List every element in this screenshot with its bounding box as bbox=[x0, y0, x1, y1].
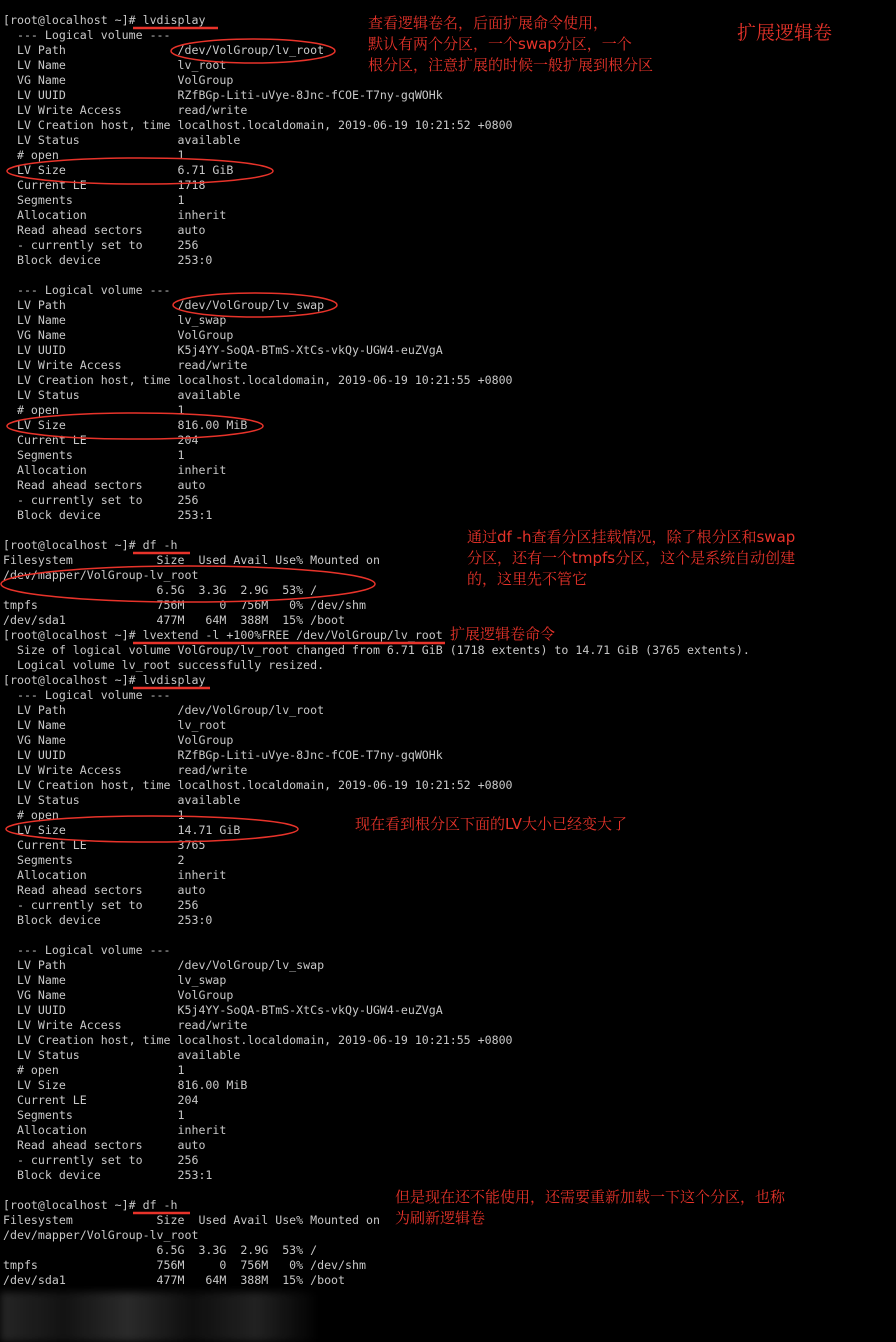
terminal-output-line: # open 1 bbox=[3, 403, 185, 417]
terminal-output-line: LV Size 6.71 GiB bbox=[3, 163, 234, 177]
terminal-output-line: LV Size 14.71 GiB bbox=[3, 823, 241, 837]
terminal-output-line: VG Name VolGroup bbox=[3, 733, 234, 747]
terminal-output-line: LV Path /dev/VolGroup/lv_root bbox=[3, 703, 325, 717]
terminal-output-line: Segments 1 bbox=[3, 1108, 185, 1122]
terminal-output-line: Segments 1 bbox=[3, 193, 185, 207]
terminal-output-line: Current LE 204 bbox=[3, 1093, 199, 1107]
terminal-output-line: Block device 253:1 bbox=[3, 1168, 213, 1182]
terminal-output-line: Filesystem Size Used Avail Use% Mounted on bbox=[3, 553, 380, 567]
terminal-output-line: Filesystem Size Used Avail Use% Mounted on bbox=[3, 1213, 380, 1227]
terminal-output-line: /dev/sda1 477M 64M 388M 15% /boot bbox=[3, 613, 346, 627]
terminal-output-line: LV Name lv_swap bbox=[3, 973, 227, 987]
terminal-output-line: Current LE 3765 bbox=[3, 838, 206, 852]
annotation-df-note: 通过df -h查看分区挂载情况，除了根分区和swap 分区，还有一个tmpfs分区，这个是系统自动创建 的，这里先不管它 bbox=[467, 528, 796, 588]
terminal-output-line: LV UUID RZfBGp-Liti-uVye-8Jnc-fCOE-T7ny-gqWOHk bbox=[3, 88, 443, 102]
terminal-output-line: - currently set to 256 bbox=[3, 238, 199, 252]
terminal-output-line: 6.5G 3.3G 2.9G 53% / bbox=[3, 583, 318, 597]
terminal-output-line: Segments 1 bbox=[3, 448, 185, 462]
terminal-output-line: LV Creation host, time localhost.localdomain, 2019-06-19 10:21:55 +0800 bbox=[3, 373, 513, 387]
terminal-output-line: VG Name VolGroup bbox=[3, 73, 234, 87]
terminal-output-line: LV Write Access read/write bbox=[3, 763, 248, 777]
terminal-output-line: LV Name lv_root bbox=[3, 58, 227, 72]
terminal-command-line: [root@localhost ~]# lvdisplay bbox=[3, 13, 206, 27]
terminal-output-line: LV Write Access read/write bbox=[3, 1018, 248, 1032]
terminal-output-line: Size of logical volume VolGroup/lv_root changed from 6.71 GiB (1718 extents) to 14.71 GiB (3765 extents). bbox=[3, 643, 750, 657]
terminal-output-line: /dev/sda1 477M 64M 388M 15% /boot bbox=[3, 1273, 346, 1287]
terminal-output-line: LV Name lv_root bbox=[3, 718, 227, 732]
terminal-output-line: LV Path /dev/VolGroup/lv_swap bbox=[3, 298, 325, 312]
terminal-output-line: Read ahead sectors auto bbox=[3, 1138, 206, 1152]
terminal-command-line: [root@localhost ~]# lvdisplay bbox=[3, 673, 206, 687]
terminal-output-line: - currently set to 256 bbox=[3, 1153, 199, 1167]
terminal-output-line: Current LE 1718 bbox=[3, 178, 206, 192]
terminal-output-line: Current LE 204 bbox=[3, 433, 199, 447]
annotation-size-changed-note: 现在看到根分区下面的LV大小已经变大了 bbox=[355, 815, 627, 833]
terminal-output-line: VG Name VolGroup bbox=[3, 328, 234, 342]
terminal-output-line: # open 1 bbox=[3, 148, 185, 162]
terminal-output-line: Segments 2 bbox=[3, 853, 185, 867]
terminal-output-line: /dev/mapper/VolGroup-lv_root bbox=[3, 1228, 199, 1242]
terminal-output-line: LV Size 816.00 MiB bbox=[3, 1078, 248, 1092]
terminal-output-line: --- Logical volume --- bbox=[3, 28, 171, 42]
terminal-output-line: tmpfs 756M 0 756M 0% /dev/shm bbox=[3, 598, 366, 612]
terminal-output-line: /dev/mapper/VolGroup-lv_root bbox=[3, 568, 199, 582]
terminal-output-line: Block device 253:1 bbox=[3, 508, 213, 522]
terminal-output-line: --- Logical volume --- bbox=[3, 688, 171, 702]
terminal-output-line: Block device 253:0 bbox=[3, 253, 213, 267]
terminal-output-line: Read ahead sectors auto bbox=[3, 883, 206, 897]
terminal-output-line: LV Size 816.00 MiB bbox=[3, 418, 248, 432]
terminal-output-line: LV Status available bbox=[3, 133, 241, 147]
terminal-output-line: - currently set to 256 bbox=[3, 493, 199, 507]
terminal-output-line: LV UUID RZfBGp-Liti-uVye-8Jnc-fCOE-T7ny-gqWOHk bbox=[3, 748, 443, 762]
terminal-output-line: LV UUID K5j4YY-SoQA-BTmS-XtCs-vkQy-UGW4-euZVgA bbox=[3, 343, 443, 357]
terminal-output-line: # open 1 bbox=[3, 808, 185, 822]
blurred-region bbox=[0, 1292, 320, 1342]
terminal-output-line: Block device 253:0 bbox=[3, 913, 213, 927]
terminal-output-line: Read ahead sectors auto bbox=[3, 478, 206, 492]
terminal-command-line: [root@localhost ~]# lvextend -l +100%FREE /dev/VolGroup/lv_root bbox=[3, 628, 443, 642]
terminal-command-line: [root@localhost ~]# df -h bbox=[3, 538, 178, 552]
terminal-command-line: [root@localhost ~]# df -h bbox=[3, 1198, 178, 1212]
terminal-output-line: Allocation inherit bbox=[3, 208, 227, 222]
terminal-output-line: # open 1 bbox=[3, 1063, 185, 1077]
terminal-output-line: LV Write Access read/write bbox=[3, 358, 248, 372]
annotation-lvextend-note: 扩展逻辑卷命令 bbox=[450, 625, 556, 643]
terminal-output-line: LV Write Access read/write bbox=[3, 103, 248, 117]
terminal-output-line: LV Creation host, time localhost.localdomain, 2019-06-19 10:21:52 +0800 bbox=[3, 778, 513, 792]
terminal-output-line: LV Path /dev/VolGroup/lv_swap bbox=[3, 958, 325, 972]
annotation-title: 扩展逻辑卷 bbox=[737, 22, 833, 44]
terminal-output-line: Logical volume lv_root successfully resized. bbox=[3, 658, 325, 672]
terminal-output-line: LV Status available bbox=[3, 793, 241, 807]
terminal-output-line: - currently set to 256 bbox=[3, 898, 199, 912]
terminal-output-line: tmpfs 756M 0 756M 0% /dev/shm bbox=[3, 1258, 366, 1272]
annotation-refresh-note: 但是现在还不能使用，还需要重新加载一下这个分区，也称 为刷新逻辑卷 bbox=[395, 1188, 786, 1227]
annotation-lvdisplay-note: 查看逻辑卷名，后面扩展命令使用， 默认有两个分区，一个swap分区，一个 根分区，注意扩展的时候一般扩展到根分区 bbox=[368, 14, 654, 74]
terminal-output-line: LV UUID K5j4YY-SoQA-BTmS-XtCs-vkQy-UGW4-euZVgA bbox=[3, 1003, 443, 1017]
terminal-output-line: Allocation inherit bbox=[3, 868, 227, 882]
terminal-output-line: VG Name VolGroup bbox=[3, 988, 234, 1002]
terminal-output-line: --- Logical volume --- bbox=[3, 943, 171, 957]
terminal-output-line: Allocation inherit bbox=[3, 1123, 227, 1137]
terminal-output-line: LV Path /dev/VolGroup/lv_root bbox=[3, 43, 325, 57]
terminal-output-line: LV Creation host, time localhost.localdomain, 2019-06-19 10:21:55 +0800 bbox=[3, 1033, 513, 1047]
terminal-output-line: LV Status available bbox=[3, 388, 241, 402]
terminal-output-line: Allocation inherit bbox=[3, 463, 227, 477]
terminal-output-line: 6.5G 3.3G 2.9G 53% / bbox=[3, 1243, 318, 1257]
terminal-output-line: --- Logical volume --- bbox=[3, 283, 171, 297]
terminal-output-line: LV Creation host, time localhost.localdomain, 2019-06-19 10:21:52 +0800 bbox=[3, 118, 513, 132]
terminal-output-line: LV Name lv_swap bbox=[3, 313, 227, 327]
terminal-output-line: LV Status available bbox=[3, 1048, 241, 1062]
terminal-output-line: Read ahead sectors auto bbox=[3, 223, 206, 237]
